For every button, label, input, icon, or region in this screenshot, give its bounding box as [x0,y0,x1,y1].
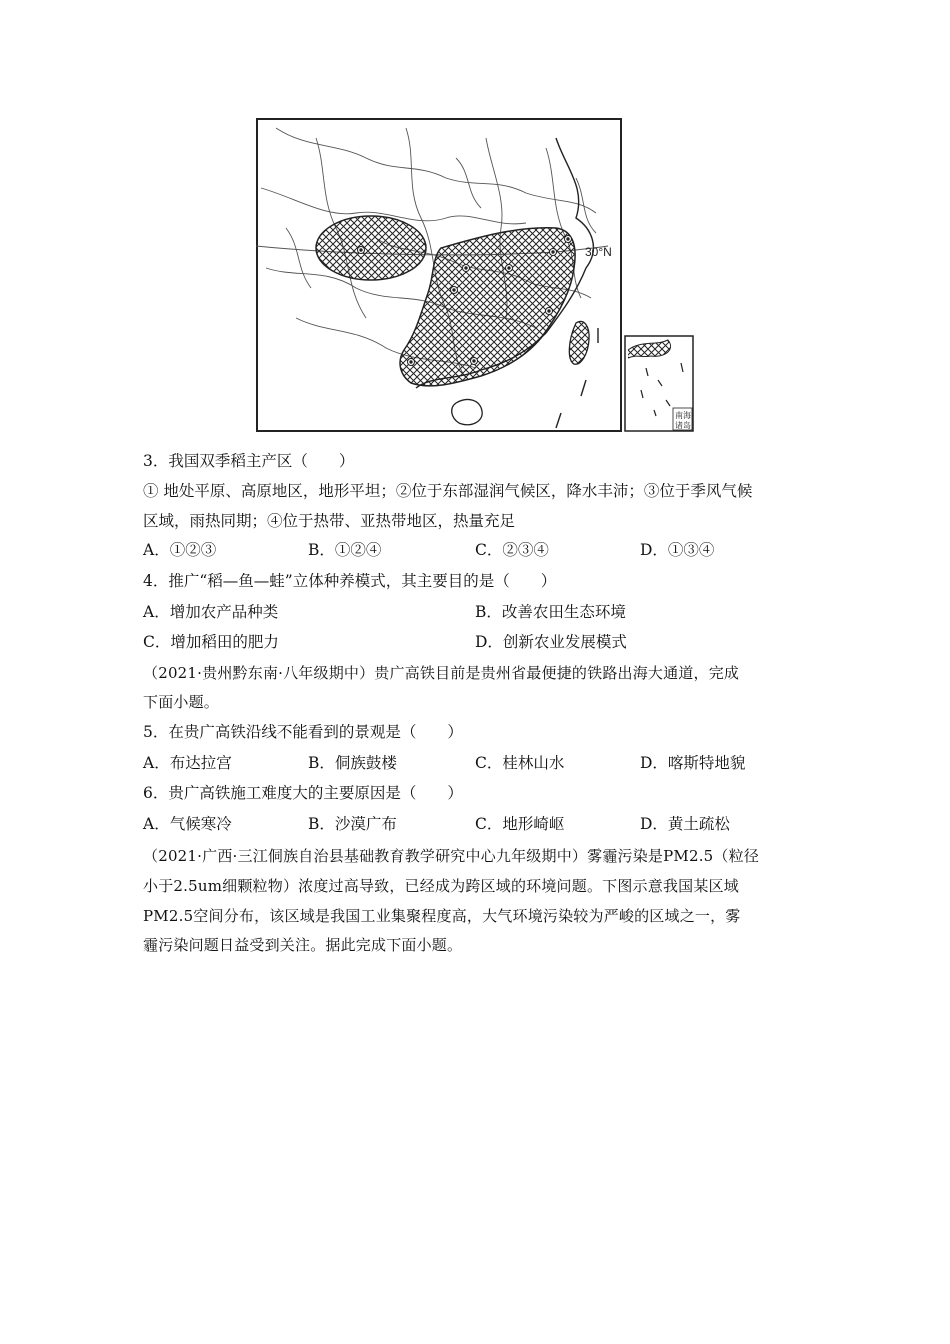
q3-option-b[interactable]: B．①②④ [308,541,382,559]
passage2-line1: （2021·广西·三江侗族自治县基础教育教学研究中心九年级期中）雾霾污染是PM2.5（粒径 [143,847,760,865]
q3-stem: 3．我国双季稻主产区（ ） [143,452,355,470]
passage2-line2: 小于2.5um细颗粒物）浓度过高导致，已经成为跨区域的环境问题。下图示意我国某区域 [143,877,739,895]
passage1-line2: 下面小题。 [143,693,220,711]
q6-option-d[interactable]: D．黄土疏松 [640,815,730,833]
q6-option-b[interactable]: B．沙漠广布 [308,815,397,833]
q3-option-c[interactable]: C．②③④ [475,541,549,559]
hainan-island [452,400,482,425]
q5-option-d[interactable]: D．喀斯特地貌 [640,754,746,772]
passage1-line1: （2021·贵州黔东南·八年级期中）贵广高铁目前是贵州省最便捷的铁路出海大通道，完成 [143,664,740,682]
q4-option-d[interactable]: D．创新农业发展模式 [475,633,627,651]
q4-option-a[interactable]: A．增加农产品种类 [143,603,279,621]
q6-option-a[interactable]: A．气候寒冷 [143,815,232,833]
q5-option-c[interactable]: C．桂林山水 [475,754,565,772]
rice-region-map [256,118,696,434]
q4-option-b[interactable]: B．改善农田生态环境 [475,603,626,621]
q6-stem: 6．贵广高铁施工难度大的主要原因是（ ） [143,784,463,802]
q5-stem: 5．在贵广高铁沿线不能看到的景观是（ ） [143,723,463,741]
passage2-line3: PM2.5空间分布，该区域是我国工业集聚程度高，大气环境污染较为严峻的区域之一，雾 [143,907,741,925]
q5-option-b[interactable]: B．侗族鼓楼 [308,754,397,772]
q4-option-c[interactable]: C．增加稻田的肥力 [143,633,279,651]
q6-option-c[interactable]: C．地形崎岖 [475,815,565,833]
q3-desc-line2: 区域，雨热同期；④位于热带、亚热带地区，热量充足 [143,512,516,530]
latitude-label: 30°N [585,245,612,259]
q5-option-a[interactable]: A．布达拉宫 [143,754,232,772]
passage2-line4: 霾污染问题日益受到关注。据此完成下面小题。 [143,936,463,954]
q3-desc-line1: ① 地处平原、高原地区，地形平坦；②位于东部湿润气候区，降水丰沛；③位于季风气候 [143,482,753,500]
q3-option-d[interactable]: D．①③④ [640,541,715,559]
inset-label-1: 南海 [675,411,691,420]
q3-option-a[interactable]: A．①②③ [143,541,217,559]
q4-stem: 4．推广“稻—鱼—蛙”立体种养模式，其主要目的是（ ） [143,572,557,590]
rice-region-sichuan [316,216,426,280]
inset-label-2: 诸岛 [675,421,691,430]
